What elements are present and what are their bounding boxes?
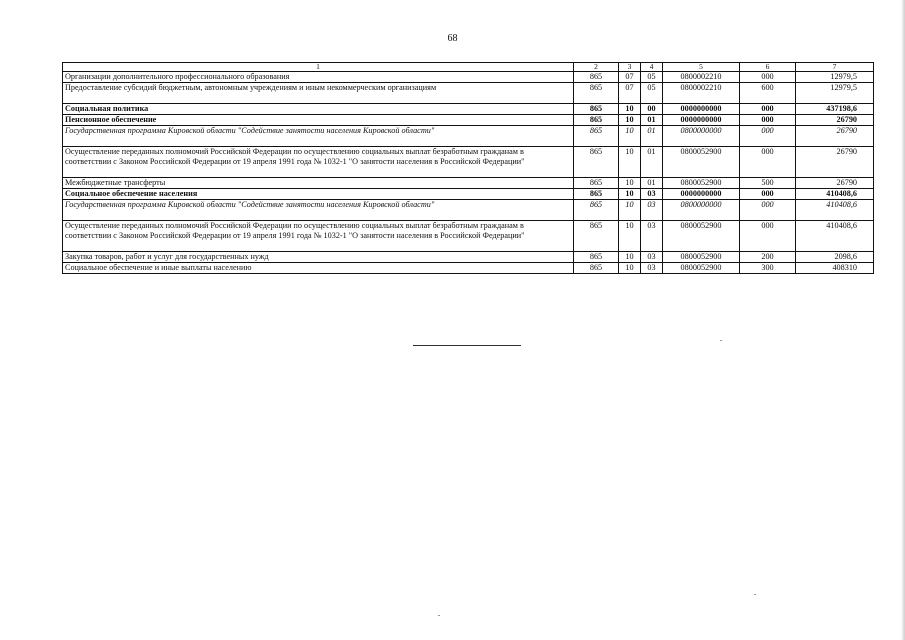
row-section: 10 [619,221,641,252]
row-section: 10 [619,189,641,200]
scan-edge-shadow [901,0,905,640]
header-cell: 7 [796,63,874,72]
header-cell: 5 [663,63,740,72]
table-row [63,83,874,104]
row-name: Пенсионное обеспечение [63,115,574,126]
row-amount: 26790 [796,178,874,189]
table-row [63,189,874,200]
row-target-article: 0800000000 [663,200,740,221]
row-subsection: 01 [641,178,663,189]
row-name: Осуществление переданных полномочий Российской Федерации по осуществлению социальных выплат безработным гражданам в соответствии с Законом Российской Федерации от 19 апреля 1991 года № 1032-1 "О занятости населения в Российской Федерации" [63,147,574,178]
row-subsection: 03 [641,263,663,274]
row-subsection: 03 [641,252,663,263]
header-cell: 1 [63,63,574,72]
row-target-article: 0800002210 [663,72,740,83]
row-subsection: 03 [641,221,663,252]
row-code: 865 [574,104,619,115]
row-name: Осуществление переданных полномочий Российской Федерации по осуществлению социальных выплат безработным гражданам в соответствии с Законом Российской Федерации от 19 апреля 1991 года № 1032-1 "О занятости населения в Российской Федерации" [63,221,574,252]
row-name: Социальное обеспечение и иные выплаты населению [63,263,574,274]
row-expense-type: 500 [740,178,796,189]
row-subsection: 03 [641,200,663,221]
row-target-article: 0800052900 [663,263,740,274]
row-expense-type: 600 [740,83,796,104]
row-expense-type: 200 [740,252,796,263]
row-target-article: 0800052900 [663,221,740,252]
row-target-article: 0800000000 [663,126,740,147]
row-amount: 410408,6 [796,189,874,200]
row-target-article: 0800052900 [663,252,740,263]
row-code: 865 [574,126,619,147]
row-section: 10 [619,200,641,221]
row-code: 865 [574,178,619,189]
row-expense-type: 000 [740,126,796,147]
row-code: 865 [574,147,619,178]
row-name: Государственная программа Кировской области "Содействие занятости населения Кировской области" [63,200,574,221]
row-name: Социальное обеспечение населения [63,189,574,200]
row-section: 10 [619,252,641,263]
row-code: 865 [574,189,619,200]
row-amount: 26790 [796,147,874,178]
scan-speck [438,615,440,616]
row-target-article: 0800002210 [663,83,740,104]
row-section: 10 [619,263,641,274]
row-target-article: 0000000000 [663,115,740,126]
row-expense-type: 000 [740,189,796,200]
row-subsection: 00 [641,104,663,115]
footer-divider [413,345,521,346]
header-cell: 3 [619,63,641,72]
row-target-article: 0800052900 [663,178,740,189]
row-code: 865 [574,221,619,252]
row-subsection: 01 [641,115,663,126]
table-row [63,72,874,83]
row-section: 07 [619,72,641,83]
table-header-row [63,63,874,72]
row-subsection: 01 [641,147,663,178]
row-section: 07 [619,83,641,104]
row-amount: 437198,6 [796,104,874,115]
row-expense-type: 000 [740,200,796,221]
header-cell: 6 [740,63,796,72]
row-section: 10 [619,115,641,126]
row-amount: 12979,5 [796,83,874,104]
row-target-article: 0000000000 [663,189,740,200]
scan-speck [720,340,722,341]
row-name: Государственная программа Кировской области "Содействие занятости населения Кировской области" [63,126,574,147]
row-target-article: 0000000000 [663,104,740,115]
row-code: 865 [574,263,619,274]
row-amount: 26790 [796,115,874,126]
row-expense-type: 000 [740,221,796,252]
row-expense-type: 300 [740,263,796,274]
row-subsection: 01 [641,126,663,147]
row-amount: 2098,6 [796,252,874,263]
row-section: 10 [619,178,641,189]
header-cell: 4 [641,63,663,72]
row-code: 865 [574,115,619,126]
table-row [63,178,874,189]
row-amount: 26790 [796,126,874,147]
row-target-article: 0800052900 [663,147,740,178]
row-name: Закупка товаров, работ и услуг для государственных нужд [63,252,574,263]
row-subsection: 03 [641,189,663,200]
table-row [63,263,874,274]
row-code: 865 [574,252,619,263]
row-amount: 410408,6 [796,200,874,221]
budget-table [62,62,874,274]
table-row [63,200,874,221]
table-row [63,252,874,263]
table-row [63,147,874,178]
header-cell: 2 [574,63,619,72]
row-amount: 408310 [796,263,874,274]
row-amount: 410408,6 [796,221,874,252]
row-expense-type: 000 [740,147,796,178]
row-code: 865 [574,72,619,83]
row-code: 865 [574,200,619,221]
row-name: Предоставление субсидий бюджетным, автономным учреждениям и иным некоммерческим организациям [63,83,574,104]
page-number: 68 [447,33,458,44]
row-section: 10 [619,104,641,115]
row-section: 10 [619,147,641,178]
row-subsection: 05 [641,72,663,83]
row-name: Организации дополнительного профессионального образования [63,72,574,83]
table-row [63,221,874,252]
table-row [63,126,874,147]
table-row [63,104,874,115]
row-code: 865 [574,83,619,104]
table-row [63,115,874,126]
row-name: Социальная политика [63,104,574,115]
row-name: Межбюджетные трансферты [63,178,574,189]
row-section: 10 [619,126,641,147]
row-expense-type: 000 [740,104,796,115]
scan-speck [754,594,756,595]
row-amount: 12979,5 [796,72,874,83]
row-expense-type: 000 [740,115,796,126]
row-expense-type: 000 [740,72,796,83]
row-subsection: 05 [641,83,663,104]
